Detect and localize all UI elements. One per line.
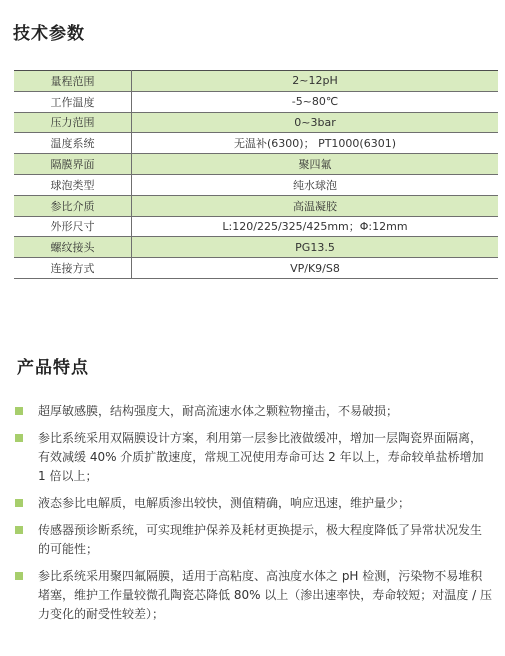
- feature-item: [14, 567, 492, 624]
- spec-key: 螺纹接头: [14, 237, 132, 258]
- spec-row: [14, 237, 498, 258]
- spec-key: 温度系统: [14, 133, 132, 154]
- spec-value: PG13.5: [132, 237, 499, 258]
- features-section-title: 产品特点: [17, 358, 89, 378]
- spec-value: 0~3bar: [132, 112, 499, 133]
- feature-item: [14, 521, 492, 559]
- feature-text: 参比系统采用聚四氟隔膜，适用于高粘度、高浊度水体之 pH 检测，污染物不易堆积堵塞，维护工作量较微孔陶瓷芯降低 80% 以上（渗出速率快，寿命较短；对温度 / 压力变化的耐受性较差）；: [38, 569, 492, 621]
- spec-row: [14, 71, 498, 92]
- spec-value: VP/K9/S8: [132, 258, 499, 279]
- feature-text: 传感器预诊断系统，可实现维护保养及耗材更换提示，极大程度降低了异常状况发生的可能性；: [38, 523, 483, 556]
- square-bullet-icon: [15, 526, 23, 534]
- feature-text: 参比系统采用双隔膜设计方案，利用第一层参比液做缓冲，增加一层陶瓷界面隔离，有效减缓 40% 介质扩散速度，常规工况使用寿命可达 2 年以上，寿命较单盐桥增加 1 倍以上；: [38, 431, 484, 483]
- feature-item: [14, 429, 492, 486]
- spec-key: 外形尺寸: [14, 216, 132, 237]
- spec-value: 2~12pH: [132, 71, 499, 92]
- feature-item: [14, 402, 492, 421]
- feature-item: [14, 494, 492, 513]
- specs-section-title: 技术参数: [13, 24, 85, 44]
- spec-key: 工作温度: [14, 91, 132, 112]
- spec-row: [14, 258, 498, 279]
- spec-key: 量程范围: [14, 71, 132, 92]
- spec-value: 高温凝胶: [132, 195, 499, 216]
- spec-value: 聚四氟: [132, 154, 499, 175]
- spec-key: 压力范围: [14, 112, 132, 133]
- spec-key: 连接方式: [14, 258, 132, 279]
- spec-value: 无温补(6300)； PT1000(6301): [132, 133, 499, 154]
- spec-key: 参比介质: [14, 195, 132, 216]
- spec-table: [14, 70, 498, 279]
- square-bullet-icon: [15, 499, 23, 507]
- spec-key: 隔膜界面: [14, 154, 132, 175]
- feature-list: [14, 402, 492, 632]
- spec-value: 纯水球泡: [132, 174, 499, 195]
- spec-key: 球泡类型: [14, 174, 132, 195]
- spec-row: [14, 133, 498, 154]
- spec-row: [14, 112, 498, 133]
- spec-row: [14, 195, 498, 216]
- spec-row: [14, 216, 498, 237]
- spec-row: [14, 91, 498, 112]
- feature-text: 超厚敏感膜，结构强度大，耐高流速水体之颗粒物撞击，不易破损；: [38, 404, 399, 418]
- spec-row: [14, 174, 498, 195]
- square-bullet-icon: [15, 407, 23, 415]
- spec-value: L:120/225/325/425mm；Φ:12mm: [132, 216, 499, 237]
- square-bullet-icon: [15, 434, 23, 442]
- square-bullet-icon: [15, 572, 23, 580]
- feature-text: 液态参比电解质，电解质渗出较快，测值精确，响应迅速，维护量少；: [38, 496, 411, 510]
- spec-value: -5~80℃: [132, 91, 499, 112]
- spec-row: [14, 154, 498, 175]
